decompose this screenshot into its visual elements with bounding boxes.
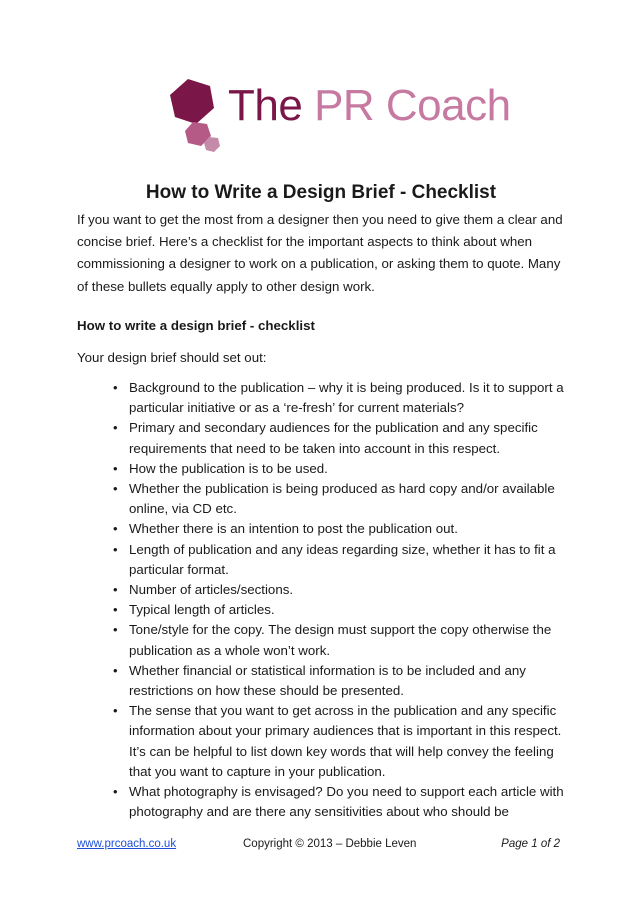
list-item-text: Primary and secondary audiences for the publication and any specific requirements that need to be taken into account in this respect. — [129, 420, 538, 456]
bullet-icon: • — [113, 582, 118, 598]
list-item — [77, 519, 567, 539]
list-item — [77, 661, 567, 701]
copyright-notice: Copyright © 2013 – Debbie Leven — [243, 838, 417, 850]
intro-paragraph: If you want to get the most from a designer then you need to give them a clear and concise brief. Here’s a checklist for the important aspects to think about when commissioning a designer to work on a publication, or asking them to quote. Many of these bullets equally apply to other design work. — [77, 212, 563, 294]
bullet-icon: • — [113, 460, 118, 476]
bullet-icon: • — [113, 662, 118, 678]
checklist — [77, 378, 567, 822]
list-item — [77, 540, 567, 580]
page-number: Page 1 of 2 — [501, 838, 560, 850]
list-item-text: Number of articles/sections. — [129, 582, 294, 598]
list-item-text: Whether there is an intention to post the publication out. — [129, 521, 458, 537]
list-item — [77, 701, 567, 782]
bullet-icon: • — [113, 541, 118, 557]
list-item-text: The sense that you want to get across in the publication and any specific information about your primary audiences that is important in this respect. It’s can be helpful to list down key words that will help convey the feeling that you want to capture in your publication. — [129, 703, 562, 779]
list-item — [77, 378, 567, 418]
list-item — [77, 782, 567, 822]
logo-brand: PR Coach — [314, 81, 511, 130]
list-item-text: Background to the publication – why it is being produced. Is it to support a particular initiative or as a ‘re-fresh’ for current materials? — [129, 380, 564, 416]
bullet-icon: • — [113, 622, 118, 638]
list-item — [77, 459, 567, 479]
bullet-icon: • — [113, 602, 118, 618]
bullet-icon: • — [113, 481, 118, 497]
list-item — [77, 580, 567, 600]
page-title: How to Write a Design Brief - Checklist — [145, 182, 497, 203]
list-item — [77, 600, 567, 620]
list-item-text: Whether the publication is being produced as hard copy and/or available online, via CD etc. — [129, 481, 555, 517]
hexagon-logo-icon — [166, 74, 228, 154]
list-item-text: Tone/style for the copy. The design must support the copy otherwise the publication as a whole won’t work. — [129, 622, 552, 658]
list-item — [77, 620, 567, 660]
list-item-text: How the publication is to be used. — [129, 460, 328, 476]
bullet-icon: • — [113, 521, 118, 537]
logo-wordmark — [228, 80, 511, 132]
list-item-text: Typical length of articles. — [129, 602, 275, 618]
logo — [166, 74, 511, 154]
lead-text: Your design brief should set out: — [77, 350, 267, 365]
list-item — [77, 418, 567, 458]
logo-hexagon-large — [170, 79, 214, 124]
bullet-icon: • — [113, 380, 118, 395]
bullet-icon: • — [113, 703, 118, 719]
bullet-icon: • — [113, 784, 118, 800]
logo-the: The — [228, 81, 303, 130]
list-item-text: What photography is envisaged? Do you need to support each article with photography and are there any sensitivities about who should be — [129, 784, 564, 820]
list-item-text: Whether financial or statistical information is to be included and any restrictions on how these should be presented. — [129, 662, 526, 699]
section-heading: How to write a design brief - checklist — [77, 318, 315, 333]
bullet-icon: • — [113, 420, 118, 436]
website-link[interactable]: www.prcoach.co.uk — [77, 838, 177, 850]
list-item-text: Length of publication and any ideas regarding size, whether it has to fit a particular format. — [129, 541, 556, 577]
list-item — [77, 479, 567, 519]
